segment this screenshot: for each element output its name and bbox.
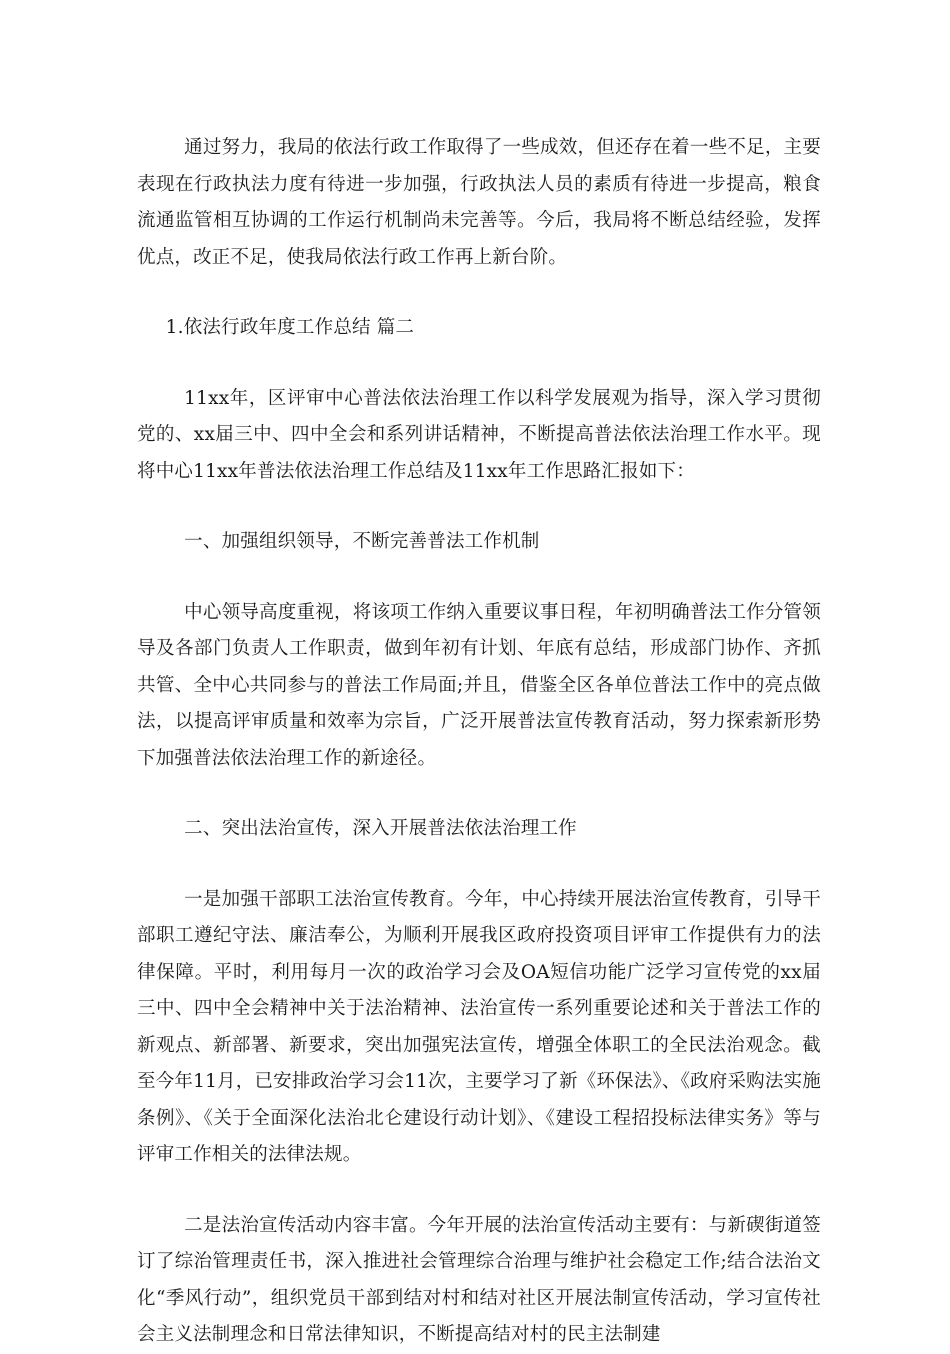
spacer (137, 561, 821, 595)
section-heading-1: 一、加强组织领导，不断完善普法工作机制 (184, 531, 540, 552)
spacer (137, 490, 821, 524)
document-body (137, 130, 821, 1354)
paragraph-education: 一是加强干部职工法治宣传教育。今年，中心持续开展法治宣传教育，引导干部职工遵纪守法、廉洁奉公，为顺利开展我区政府投资项目评审工作提供有力的法律保障。平时，利用每月一次的政治学习会及OA短信功能广泛学习宣传党的xx届三中、四中全会精神中关于法治精神、法治宣传一系列重要论述和关于普法工作的新观点、新部署、新要求，突出加强宪法宣传，增强全体职工的全民法治观念。截至今年11月，已安排政治学习会11次，主要学习了新《环保法》、《政府采购法实施条例》、《关于全面深化法治北仑建设行动计划》、《建设工程招投标法律实务》等与评审工作相关的法律法规。 (137, 888, 821, 1165)
spacer (137, 347, 821, 381)
spacer (137, 848, 821, 882)
paragraph-intro: 11xx年，区评审中心普法依法治理工作以科学发展观为指导，深入学习贯彻党的、xx届三中、四中全会和系列讲话精神，不断提高普法依法治理工作水平。现将中心11xx年普法依法治理工作总结及11xx年工作思路汇报如下： (137, 387, 821, 482)
spacer (137, 276, 821, 310)
paragraph-organization: 中心领导高度重视，将该项工作纳入重要议事日程，年初明确普法工作分管领导及各部门负责人工作职责，做到年初有计划、年底有总结，形成部门协作、齐抓共管、全中心共同参与的普法工作局面;并且，借鉴全区各单位普法工作中的亮点做法，以提高评审质量和效率为宗旨，广泛开展普法宣传教育活动，努力探索新形势下加强普法依法治理工作的新途径。 (137, 601, 821, 769)
spacer (137, 777, 821, 811)
section-title: 1.依法行政年度工作总结 篇二 (165, 317, 415, 338)
paragraph-summary: 通过努力，我局的依法行政工作取得了一些成效，但还存在着一些不足，主要表现在行政执法力度有待进一步加强，行政执法人员的素质有待进一步提高，粮食流通监管相互协调的工作运行机制尚未完善等。今后，我局将不断总结经验，发挥优点，改正不足，使我局依法行政工作再上新台阶。 (137, 137, 821, 268)
paragraph-activities: 二是法治宣传活动内容丰富。今年开展的法治宣传活动主要有：与新碶街道签订了综治管理责任书，深入推进社会管理综合治理与维护社会稳定工作;结合法治文化“季风行动”，组织党员干部到结对村和结对社区开展法制宣传活动，学习宣传社会主义法制理念和日常法律知识，不断提高结对村的民主法制建 (137, 1214, 821, 1345)
spacer (137, 1174, 821, 1208)
section-heading-2: 二、突出法治宣传，深入开展普法依法治理工作 (184, 818, 577, 839)
